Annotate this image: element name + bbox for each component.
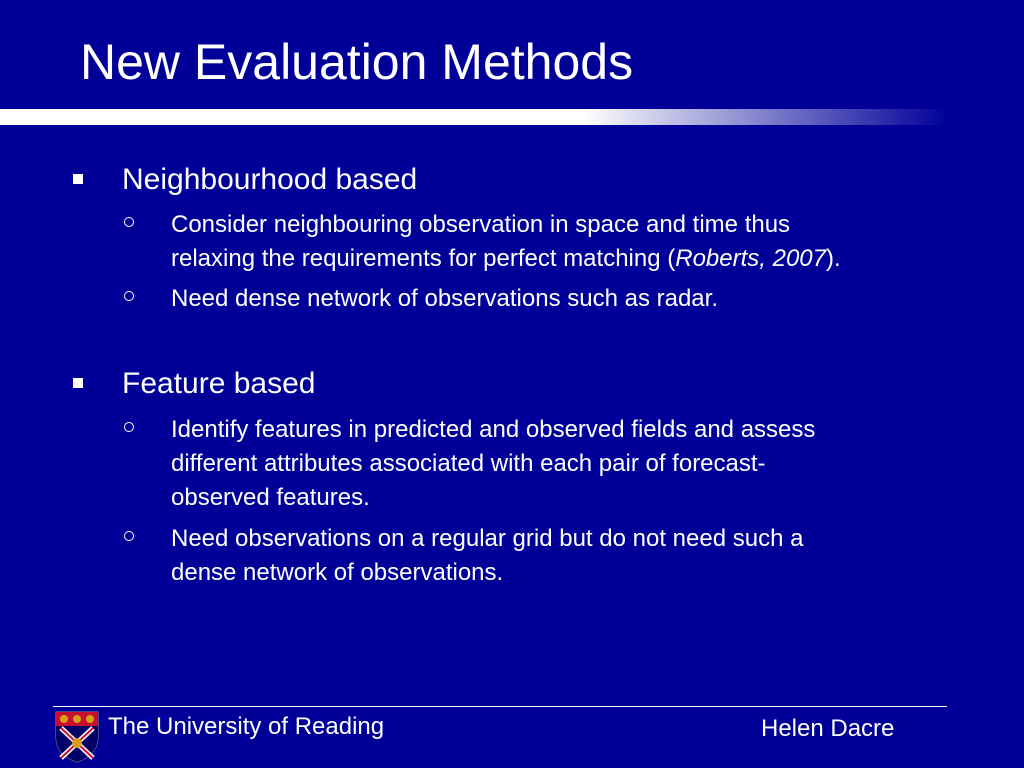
point-text: dense network of observations. bbox=[171, 559, 504, 586]
title-underline bbox=[0, 109, 503, 125]
point-text: observed features. bbox=[171, 484, 370, 511]
circle-bullet-icon bbox=[124, 291, 134, 301]
footer-divider bbox=[53, 706, 947, 707]
point-text: ). bbox=[826, 245, 841, 272]
section-heading: Neighbourhood based bbox=[122, 163, 418, 196]
footer-author: Helen Dacre bbox=[761, 715, 895, 742]
point-text: Identify features in predicted and observed fields and assess bbox=[171, 416, 816, 443]
title-underline-gradient bbox=[503, 109, 948, 125]
point-text: relaxing the requirements for perfect matching ( bbox=[171, 245, 676, 272]
slide-title: New Evaluation Methods bbox=[80, 34, 634, 90]
point-text: Consider neighbouring observation in space and time thus bbox=[171, 211, 791, 238]
square-bullet-icon bbox=[73, 378, 83, 388]
citation: Roberts, 2007 bbox=[675, 245, 826, 272]
square-bullet-icon bbox=[73, 174, 83, 184]
footer-institution: The University of Reading bbox=[108, 713, 385, 740]
circle-bullet-icon bbox=[124, 422, 134, 432]
circle-bullet-icon bbox=[124, 217, 134, 227]
circle-bullet-icon bbox=[124, 531, 134, 541]
university-crest-icon bbox=[55, 711, 99, 763]
section-heading: Feature based bbox=[122, 367, 316, 400]
point-text: Need observations on a regular grid but do not need such a bbox=[171, 525, 804, 552]
point-text: different attributes associated with each pair of forecast- bbox=[171, 450, 766, 477]
point-text: Need dense network of observations such as radar. bbox=[171, 285, 718, 312]
